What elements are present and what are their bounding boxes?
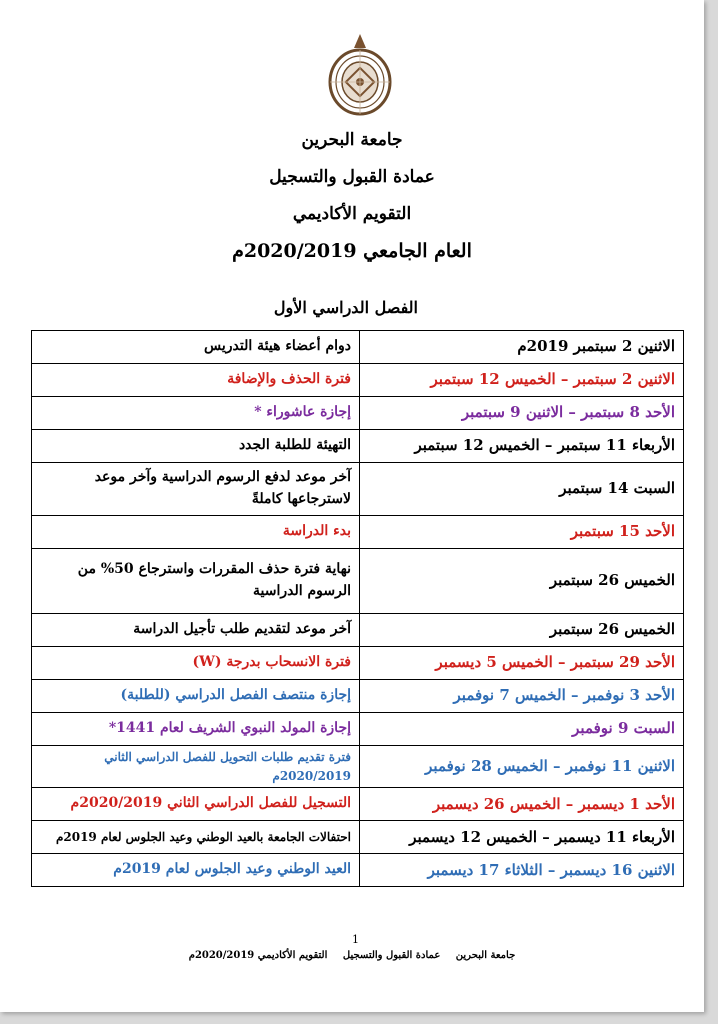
section-title: الفصل الدراسي الأول [273, 298, 418, 317]
event-description: فترة تقديم طلبات التحويل للفصل الدراسي الثاني 2020/2019م [32, 746, 360, 788]
page-footer [0, 950, 704, 961]
event-date: الأربعاء 11 سبتمبر – الخميس 12 سبتمبر [360, 430, 684, 463]
event-date: الأربعاء 11 ديسمبر – الخميس 12 ديسمبر [360, 821, 684, 854]
table-row [32, 331, 684, 364]
event-date: الأحد 29 سبتمبر – الخميس 5 ديسمبر [360, 647, 684, 680]
calendar-table-body [32, 331, 684, 887]
table-row [32, 746, 684, 788]
event-description: دوام أعضاء هيئة التدريس [32, 331, 360, 364]
event-date: الخميس 26 سبتمبر [360, 614, 684, 647]
event-date: الاثنين 11 نوفمبر – الخميس 28 نوفمبر [360, 746, 684, 788]
event-date: الاثنين 2 سبتمبر 2019م [360, 331, 684, 364]
page-number: 1 [352, 933, 359, 946]
event-date: السبت 9 نوفمبر [360, 713, 684, 746]
event-description: نهاية فترة حذف المقررات واسترجاع 50% من الرسوم الدراسية [32, 549, 360, 614]
footer-university: جامعة البحرين [455, 950, 516, 961]
academic-year: العام الجامعي 2020/2019م [232, 240, 472, 262]
table-row [32, 788, 684, 821]
table-row [32, 516, 684, 549]
event-date: الأحد 3 نوفمبر – الخميس 7 نوفمبر [360, 680, 684, 713]
event-date: الأحد 8 سبتمبر – الاثنين 9 سبتمبر [360, 397, 684, 430]
calendar-table [31, 330, 684, 887]
event-description: التسجيل للفصل الدراسي الثاني 2020/2019م [32, 788, 360, 821]
event-description: التهيئة للطلبة الجدد [32, 430, 360, 463]
event-description: آخر موعد لتقديم طلب تأجيل الدراسة [32, 614, 360, 647]
table-row [32, 614, 684, 647]
deanship-name: عمادة القبول والتسجيل [269, 167, 435, 187]
university-seal-icon [320, 30, 400, 120]
document-header [0, 122, 704, 270]
table-row [32, 430, 684, 463]
event-description: إجازة المولد النبوي الشريف لعام 1441* [32, 713, 360, 746]
event-date: السبت 14 سبتمبر [360, 463, 684, 516]
table-row [32, 364, 684, 397]
event-description: احتفالات الجامعة بالعيد الوطني وعيد الجلوس لعام 2019م [32, 821, 360, 854]
table-row [32, 397, 684, 430]
calendar-title: التقويم الأكاديمي [292, 204, 412, 224]
event-description: آخر موعد لدفع الرسوم الدراسية وآخر موعد لاسترجاعها كاملةً [32, 463, 360, 516]
event-date: الخميس 26 سبتمبر [360, 549, 684, 614]
event-description: إجازة عاشوراء * [32, 397, 360, 430]
event-description: فترة الحذف والإضافة [32, 364, 360, 397]
event-description: إجازة منتصف الفصل الدراسي (للطلبة) [32, 680, 360, 713]
event-date: الأحد 1 ديسمبر – الخميس 26 ديسمبر [360, 788, 684, 821]
event-description: فترة الانسحاب بدرجة (W) [32, 647, 360, 680]
table-row [32, 549, 684, 614]
table-row [32, 463, 684, 516]
event-description: العيد الوطني وعيد الجلوس لعام 2019م [32, 854, 360, 887]
event-date: الاثنين 2 سبتمبر – الخميس 12 سبتمبر [360, 364, 684, 397]
footer-calendar: التقويم الأكاديمي 2020/2019م [188, 950, 328, 961]
table-row [32, 821, 684, 854]
event-date: الأحد 15 سبتمبر [360, 516, 684, 549]
table-row [32, 854, 684, 887]
table-row [32, 713, 684, 746]
university-name: جامعة البحرين [301, 130, 403, 150]
table-row [32, 680, 684, 713]
footer-deanship: عمادة القبول والتسجيل [342, 950, 441, 961]
table-row [32, 647, 684, 680]
event-date: الاثنين 16 ديسمبر – الثلاثاء 17 ديسمبر [360, 854, 684, 887]
event-description: بدء الدراسة [32, 516, 360, 549]
